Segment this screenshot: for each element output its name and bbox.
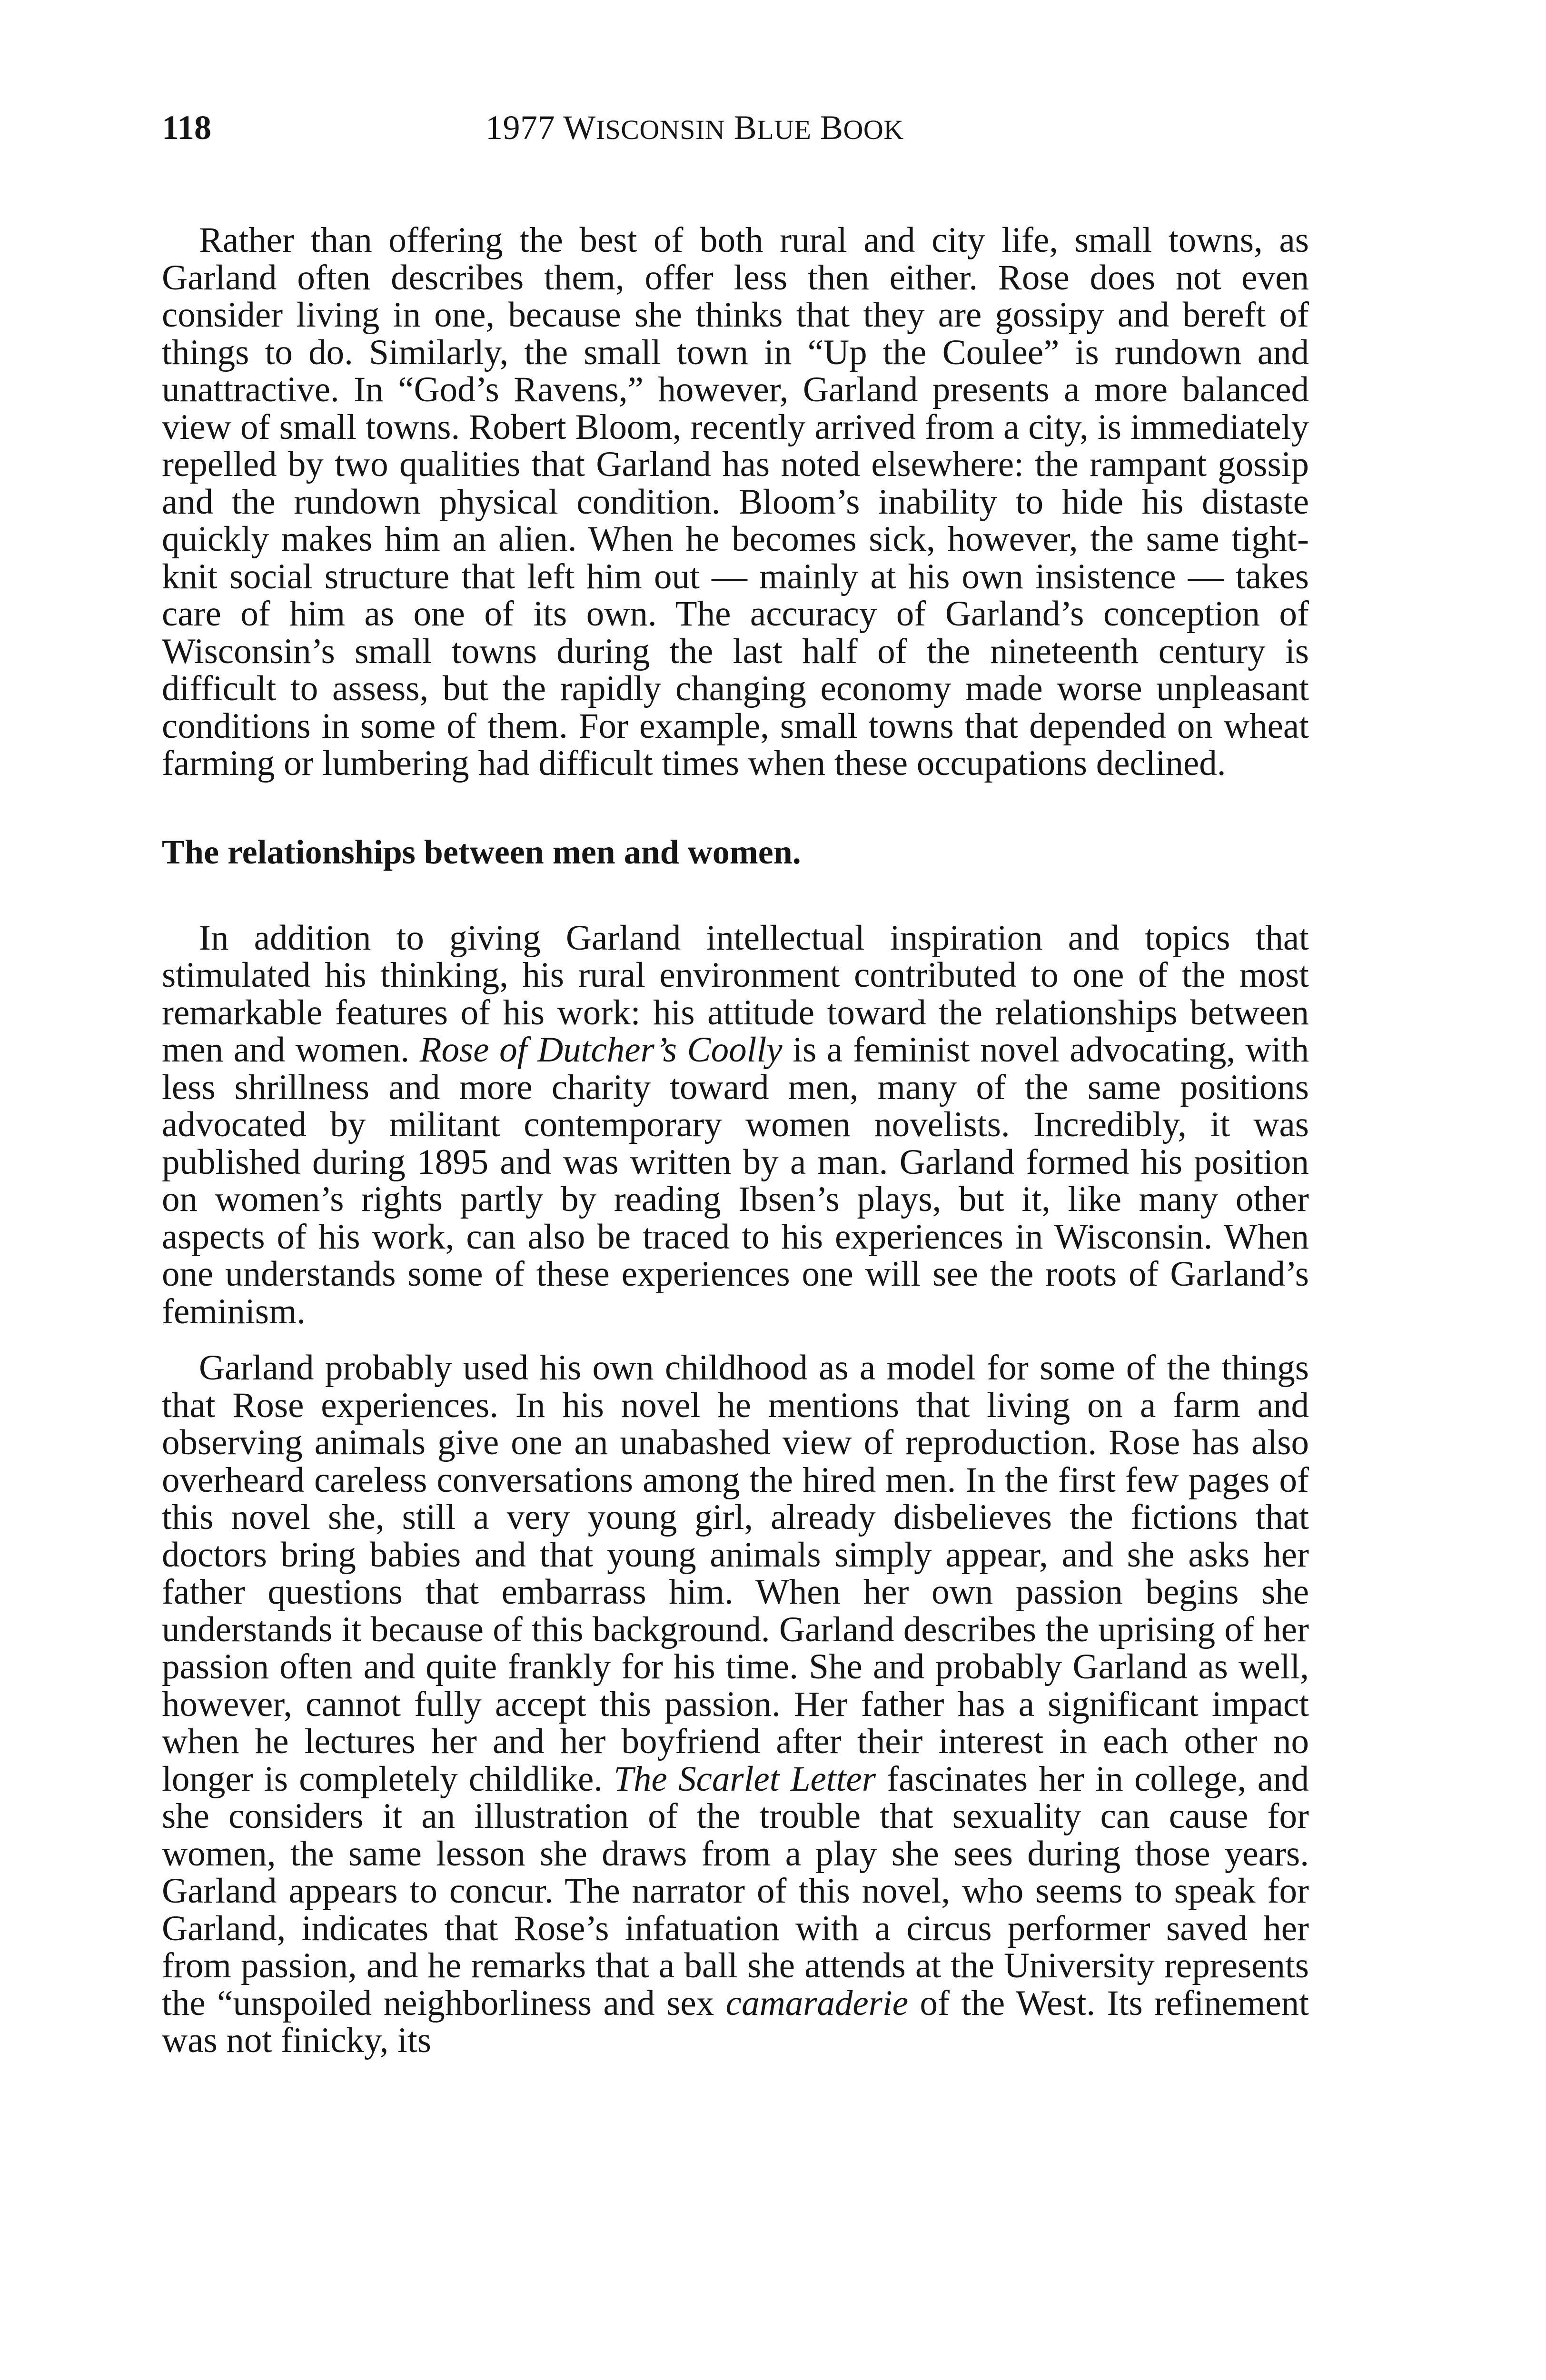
book-title-scarlet-letter: The Scarlet Letter — [614, 1759, 876, 1799]
paragraph-small-towns: Rather than offering the best of both rural and city life, small towns, as Garland often describes them, offer less then either. Rose does not even consider living in one, because she thinks that they are gossipy and bereft of things to do. Similarly, the small town in “Up the Coulee” is rundown and unattractive. In “God’s Ravens,” however, Garland presents a more balanced view of small towns. Robert Bloom, recently arrived from a city, is immediately repelled by two qualities that Garland has noted elsewhere: the rampant gossip and the rundown physical condition. Bloom’s inability to hide his distaste quickly makes him an alien. When he becomes sick, however, the same tight-knit social structure that left him out — mainly at his own insistence — takes care of him as one of its own. The accuracy of Garland’s conception of Wisconsin’s small towns during the last half of the nineteenth century is difficult to assess, but the rapidly changing economy made worse unpleasant conditions in some of them. For example, small towns that depended on wheat farming or lumbering had difficult times when these occupations declined. — [162, 220, 1309, 783]
paragraph-text: fascinates her in college, and she considers it an illustration of the trouble that sexuality can cause for women, the same lesson she draws from a play she sees during those years. Garland appears to concur. The narrator of this novel, who seems to speak for Garland, indicates that Rose’s infatuation with a circus performer saved her from passion, and he remarks that a ball she attends at the University represents the “unspoiled neighborliness and sex — [162, 1759, 1309, 2023]
running-head-smallcaps-3: OOK — [843, 114, 904, 145]
running-head — [486, 104, 904, 154]
running-head-year: 1977 W — [486, 109, 596, 147]
book-title-rose: Rose of Dutcher’s Coolly — [419, 1030, 783, 1070]
section-heading: The relationships between men and women. — [162, 833, 801, 871]
running-head-smallcaps-2: LUE — [757, 114, 812, 145]
page-number: 118 — [162, 109, 212, 147]
paragraph-text: is a feminist novel advocating, with less shrillness and more charity toward men, many of the same positions advocated by militant contemporary women novelists. Incredibly, it was published during 1895 and was written by a man. Garland formed his position on women’s rights partly by reading Ibsen’s plays, but it, like many other aspects of his work, can also be traced to his experiences in Wisconsin. When one understands some of these experiences one will see the roots of Garland’s feminism. — [162, 1030, 1309, 1331]
italic-word: camaraderie — [725, 1983, 909, 2023]
paragraph-text: In addition to giving Garland intellectual inspiration and topics that stimulated his thinking, his rural environment contributed to one of the most remarkable features of his work: his attitude toward the relationships between men and women. — [162, 918, 1309, 1070]
running-head-cap-3: B — [811, 109, 843, 147]
paragraph-text: Garland probably used his own childhood as a model for some of the things that Rose experiences. In his novel he mentions that living on a farm and observing animals give one an unabashed view of reproduction. Rose has also overheard careless conversations among the hired men. In the first few pages of this novel she, still a very young girl, already disbelieves the fictions that doctors bring babies and that young animals simply appear, and she asks her father questions that embarrass him. When her own passion begins she understands it because of this background. Garland describes the uprising of her passion often and quite frankly for his time. She and probably Garland as well, however, cannot fully accept this passion. Her father has a significant impact when he lectures her and her boyfriend after their interest in each other no longer is completely childlike. — [162, 1348, 1309, 1799]
paragraph-childhood — [162, 1349, 1309, 2060]
paragraph-text: of the West. Its refinement was not finicky, its — [162, 1983, 1309, 2060]
page-header — [162, 104, 1309, 156]
paragraph-feminist-novel — [162, 920, 1309, 1331]
running-head-cap-2: B — [725, 109, 757, 147]
running-head-smallcaps-1: ISCONSIN — [595, 114, 725, 145]
page-body — [162, 222, 1309, 2060]
